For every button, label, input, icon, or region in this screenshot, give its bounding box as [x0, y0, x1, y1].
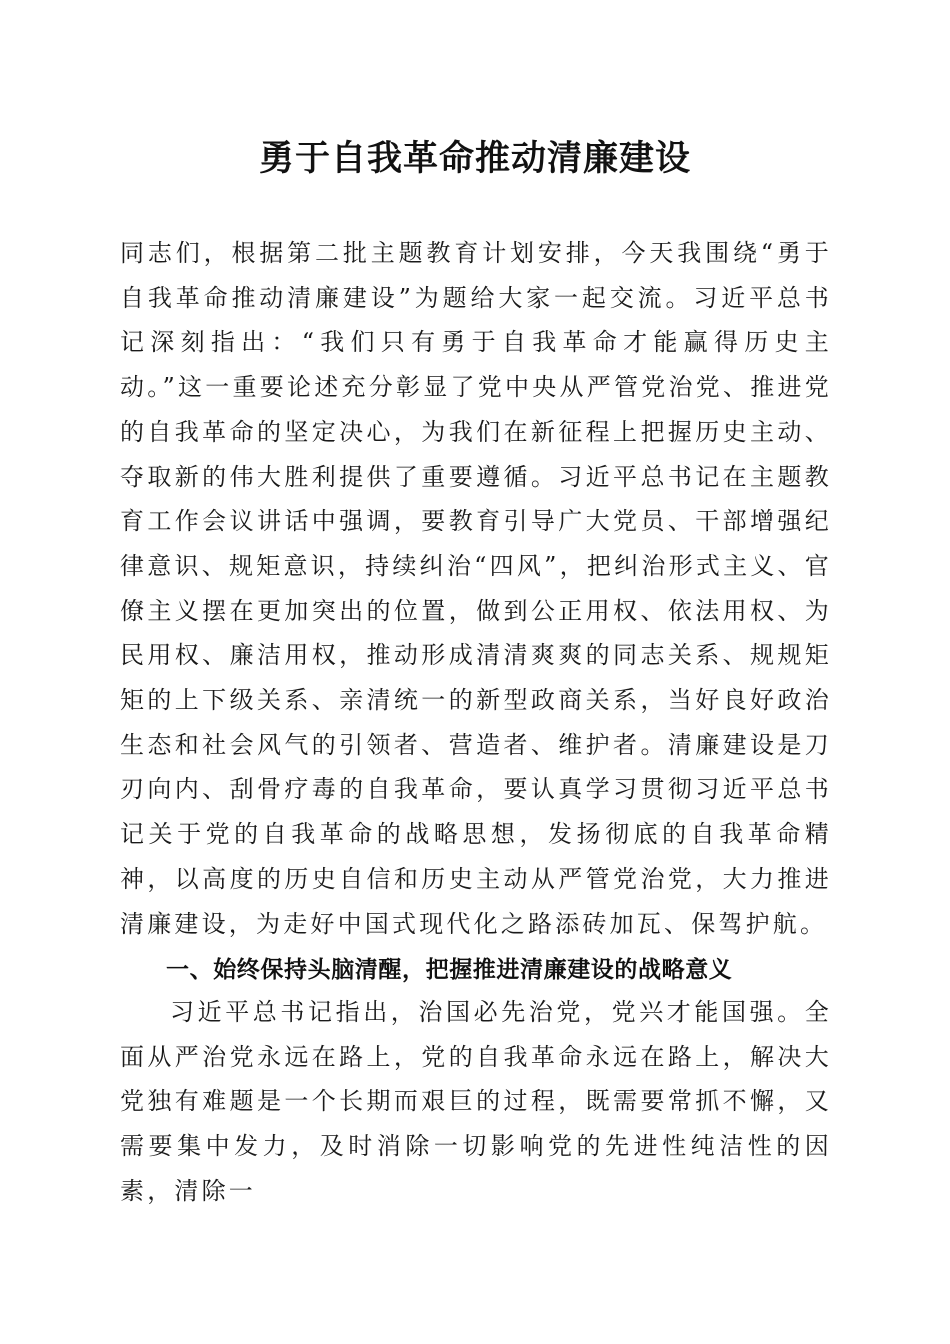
opening-paragraph: 同志们，根据第二批主题教育计划安排，今天我围绕“勇于自我革命推动清廉建设”为题给大家一起交流。习近平总书记深刻指出：“我们只有勇于自我革命才能赢得历史主动。”这一重要论述充分彰显了党中央从严管党治党、推进党的自我革命的坚定决心，为我们在新征程上把握历史主动、夺取新的伟大胜利提供了重要遵循。习近平总书记在主题教育工作会议讲话中强调，要教育引导广大党员、干部增强纪律意识、规矩意识，持续纠治“四风”，把纠治形式主义、官僚主义摆在更加突出的位置，做到公正用权、依法用权、为民用权、廉洁用权，推动形成清清爽爽的同志关系、规规矩矩的上下级关系、亲清统一的新型政商关系，当好良好政治生态和社会风气的引领者、营造者、维护者。清廉建设是刀刃向内、刮骨疗毒的自我革命，要认真学习贯彻习近平总书记关于党的自我革命的战略思想，发扬彻底的自我革命精神，以高度的历史自信和历史主动从严管党治党，大力推进清廉建设，为走好中国式现代化之路添砖加瓦、保驾护航。 [120, 239, 832, 938]
section-paragraph: 习近平总书记指出，治国必先治党，党兴才能国强。全面从严治党永远在路上，党的自我革命永远在路上，解决大党独有难题是一个长期而艰巨的过程，既需要常抓不懈，又需要集中发力，及时消除一切影响党的先进性纯洁性的因素，清除一 [120, 998, 832, 1205]
document-title: 勇于自我革命推动清廉建设 [258, 138, 691, 179]
section-heading: 一、始终保持头脑清醒，把握推进清廉建设的战略意义 [166, 957, 733, 983]
